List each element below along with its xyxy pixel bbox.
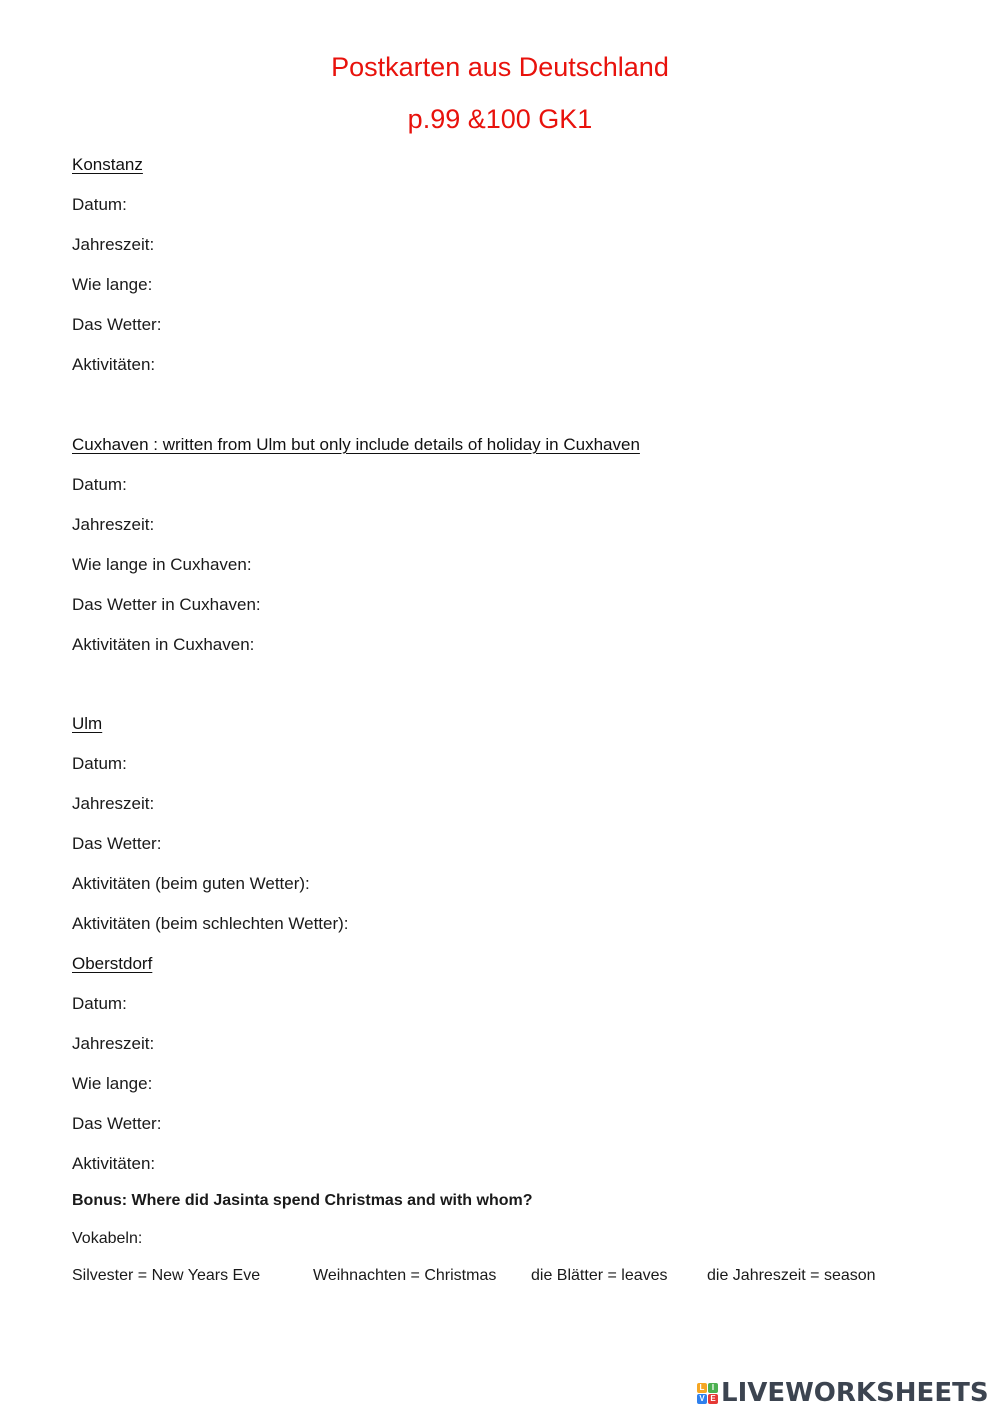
logo-text: LIVEWORKSHEETS: [721, 1378, 989, 1408]
field-label: Datum:: [72, 475, 127, 494]
field-label: Datum:: [72, 754, 127, 773]
vocab-label: Vokabeln:: [72, 1230, 143, 1247]
field-label: Aktivitäten (beim guten Wetter):: [72, 874, 310, 893]
section-heading: Oberstdorf: [72, 954, 153, 973]
page-title: Postkarten aus Deutschland: [331, 52, 669, 82]
field-label: Das Wetter:: [72, 1114, 162, 1133]
section-cuxhaven: [72, 434, 640, 656]
field-label: Aktivitäten:: [72, 1154, 156, 1173]
field-label: Jahreszeit:: [72, 235, 155, 254]
field-label: Jahreszeit:: [72, 1034, 155, 1053]
field-label: Das Wetter:: [72, 834, 162, 853]
field-label: Das Wetter in Cuxhaven:: [72, 595, 261, 614]
section-oberstdorf: [72, 953, 161, 1175]
field-label: Wie lange in Cuxhaven:: [72, 555, 252, 574]
section-heading: Ulm: [72, 714, 103, 733]
section-konstanz: [72, 154, 161, 376]
field-label: Das Wetter:: [72, 315, 162, 334]
page-subtitle: p.99 &100 GK1: [407, 104, 593, 134]
section-heading: Cuxhaven : written from Ulm but only include details of holiday in Cuxhaven: [72, 435, 640, 454]
vocab-item: die Blätter = leaves: [531, 1267, 668, 1284]
field-label: Aktivitäten:: [72, 355, 156, 374]
field-label: Wie lange:: [72, 1074, 153, 1093]
logo-mark-icon: [697, 1383, 718, 1404]
logo-mark-letter: V: [697, 1394, 707, 1404]
vocab-item: Silvester = New Years Eve: [72, 1267, 261, 1284]
field-label: Jahreszeit:: [72, 794, 155, 813]
field-label: Jahreszeit:: [72, 515, 155, 534]
bonus-question: Bonus: Where did Jasinta spend Christmas and with whom?: [72, 1192, 533, 1209]
vocab-item: Weihnachten = Christmas: [313, 1267, 497, 1284]
field-label: Aktivitäten in Cuxhaven:: [72, 635, 255, 654]
logo-mark-letter: I: [708, 1383, 718, 1393]
field-label: Wie lange:: [72, 275, 153, 294]
liveworksheets-logo: [697, 1378, 989, 1408]
field-label: Aktivitäten (beim schlechten Wetter):: [72, 914, 349, 933]
vocab-item: die Jahreszeit = season: [707, 1267, 876, 1284]
section-heading: Konstanz: [72, 155, 143, 174]
field-label: Datum:: [72, 195, 127, 214]
field-label: Datum:: [72, 994, 127, 1013]
section-ulm: [72, 713, 349, 935]
logo-mark-letter: E: [708, 1394, 718, 1404]
logo-mark-letter: L: [697, 1383, 707, 1393]
